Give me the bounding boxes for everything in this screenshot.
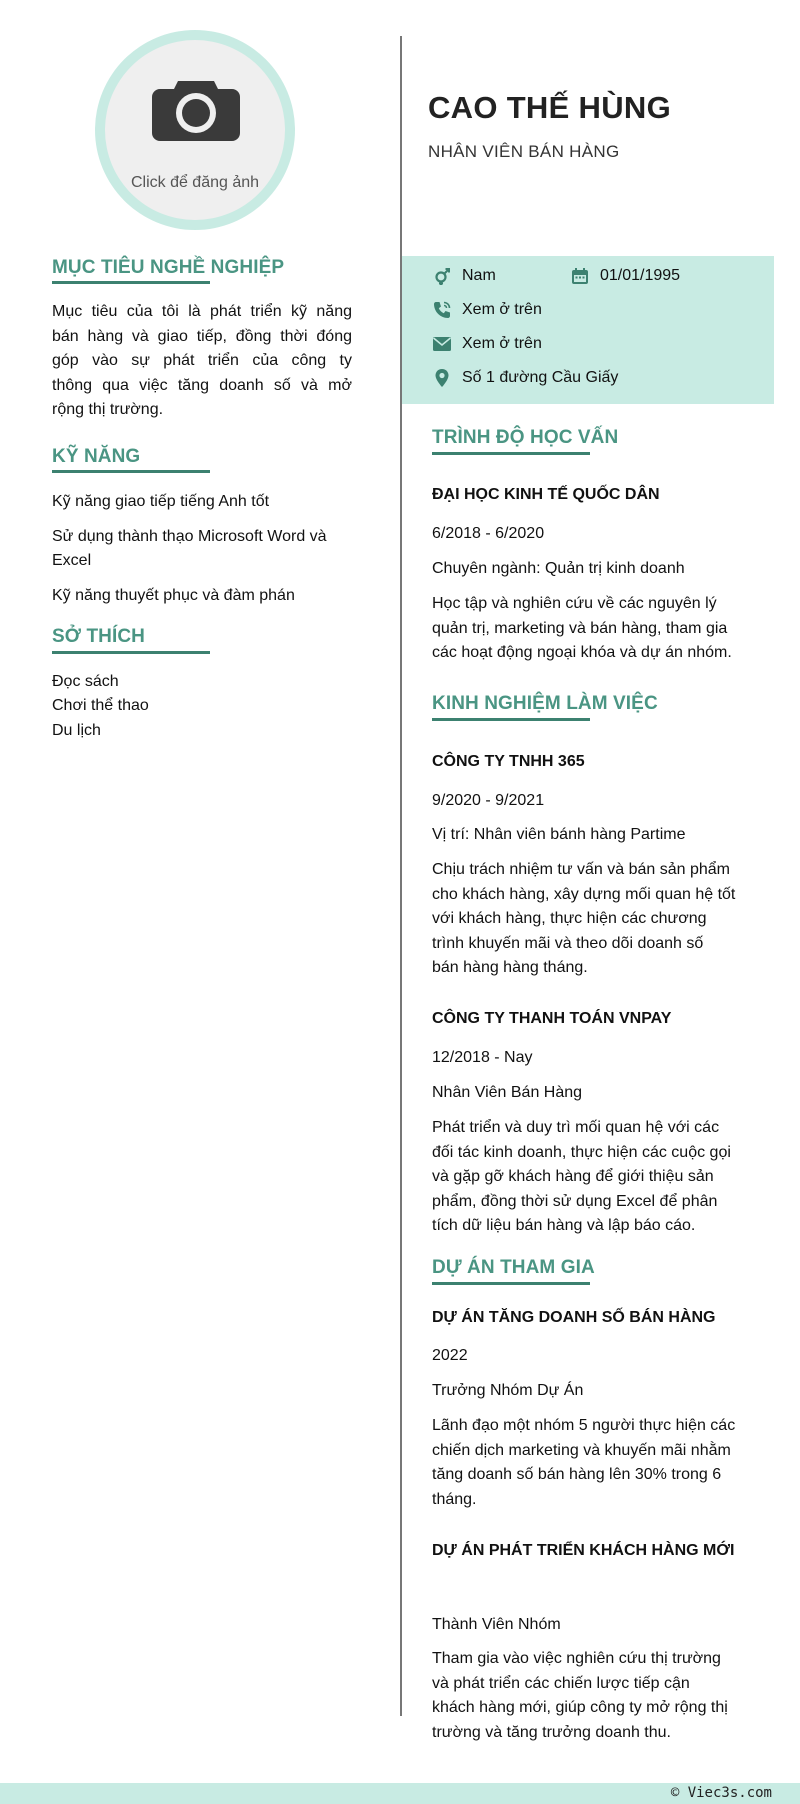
education-underline	[432, 452, 590, 455]
job-desc-line: bán hàng hàng tháng.	[432, 959, 588, 976]
candidate-name: CAO THẾ HÙNG	[428, 90, 671, 125]
job-description	[432, 1116, 731, 1239]
camera-icon	[152, 77, 240, 141]
experience-title: KINH NGHIỆM LÀM VIỆC	[432, 693, 658, 714]
phone-icon	[432, 300, 452, 320]
hobby-item: Du lịch	[52, 722, 101, 739]
education-period: 6/2018 - 6/2020	[432, 525, 545, 542]
job-position: Vị trí: Nhân viên bánh hàng Partime	[432, 826, 686, 843]
skill-item: Kỹ năng thuyết phục và đàm phán	[52, 587, 295, 604]
job-desc-line: trình khuyến mãi và theo dõi doanh số	[432, 934, 704, 952]
location-pin-icon	[432, 368, 452, 388]
education-desc-line: quản trị, marketing và bán hàng, tham gia	[432, 619, 728, 637]
avatar-upload[interactable]	[95, 30, 295, 230]
hobbies-underline	[52, 651, 210, 654]
hobby-item: Chơi thể thao	[52, 697, 149, 714]
skill-item: Sử dụng thành thạo Microsoft Word và	[52, 528, 327, 545]
project-desc-line: tháng.	[432, 1490, 477, 1508]
project-description	[432, 1647, 728, 1745]
projects-title: DỰ ÁN THAM GIA	[432, 1257, 595, 1278]
objective-underline	[52, 281, 210, 284]
job-desc-line: Chịu trách nhiệm tư vấn và bán sản phẩm	[432, 861, 730, 878]
address-row	[432, 368, 618, 388]
job-position: Nhân Viên Bán Hàng	[432, 1084, 583, 1101]
education-desc-line: các hoạt động ngoại khóa và dự án nhóm.	[432, 644, 732, 661]
job-desc-line: phẩm, đồng thời sử dụng Excel để phân	[432, 1192, 718, 1210]
project-desc-line: Tham gia vào việc nghiên cứu thị trường	[432, 1650, 721, 1667]
footer	[0, 1783, 800, 1804]
contact-box	[402, 256, 774, 404]
project-name: DỰ ÁN PHÁT TRIỂN KHÁCH HÀNG MỚI	[432, 1542, 735, 1559]
hobbies-title: SỞ THÍCH	[52, 626, 146, 647]
job-company: CÔNG TY THANH TOÁN VNPAY	[432, 1010, 672, 1027]
email-value: Xem ở trên	[462, 335, 542, 352]
objective-line: thông qua việc tăng doanh số và mở	[52, 376, 352, 394]
experience-underline	[432, 718, 590, 721]
project-desc-line: Lãnh đạo một nhóm 5 người thực hiện các	[432, 1417, 736, 1434]
project-desc-line: và phát triển các chiến lược tiếp cận	[432, 1674, 690, 1692]
objective-line: rộng thị trường.	[52, 401, 164, 418]
job-desc-line: với khách hàng, thực hiện các chương	[432, 910, 707, 927]
project-role: Trưởng Nhóm Dự Án	[432, 1382, 584, 1399]
job-desc-line: đối tác kinh doanh, thực hiện các cuộc gọi	[432, 1143, 731, 1161]
education-description	[432, 592, 732, 666]
education-major: Chuyên ngành: Quản trị kinh doanh	[432, 560, 685, 577]
phone-value: Xem ở trên	[462, 301, 542, 318]
project-desc-line: khách hàng mới, giúp công ty mở rộng thị	[432, 1699, 728, 1716]
avatar[interactable]	[105, 40, 285, 220]
skill-item: Excel	[52, 552, 92, 569]
job-desc-line: và gặp gỡ khách hàng để giới thiệu sản	[432, 1168, 714, 1185]
calendar-icon	[570, 266, 590, 286]
project-desc-line: tăng doanh số bán hàng lên 30% trong 6	[432, 1466, 722, 1483]
skills-title: KỸ NĂNG	[52, 446, 141, 467]
job-company: CÔNG TY TNHH 365	[432, 753, 585, 770]
skill-item: Kỹ năng giao tiếp tiếng Anh tốt	[52, 493, 270, 510]
birthday-row	[570, 266, 680, 286]
project-year: 2022	[432, 1347, 468, 1364]
email-row	[432, 334, 542, 354]
email-icon	[432, 334, 452, 354]
project-desc-line: trường và tăng trưởng doanh thu.	[432, 1723, 671, 1741]
job-desc-line: tích dữ liệu bán hàng và lập báo cáo.	[432, 1217, 696, 1234]
projects-underline	[432, 1282, 590, 1285]
address-value: Số 1 đường Cầu Giấy	[462, 369, 619, 386]
objective-line: bán hàng và giao tiếp, đồng thời đóng	[52, 327, 352, 345]
phone-row	[432, 300, 542, 320]
gender-row	[432, 266, 496, 286]
hobby-item: Đọc sách	[52, 673, 119, 690]
avatar-caption: Click để đăng ảnh	[130, 174, 260, 191]
project-description	[432, 1414, 735, 1512]
skills-underline	[52, 470, 210, 473]
education-desc-line: Học tập và nghiên cứu về các nguyên lý	[432, 595, 717, 612]
job-title: NHÂN VIÊN BÁN HÀNG	[428, 142, 620, 161]
job-description	[432, 858, 735, 981]
project-role: Thành Viên Nhóm	[432, 1616, 561, 1633]
job-period: 9/2020 - 9/2021	[432, 792, 545, 809]
objective-line: Mục tiêu của tôi là phát triển kỹ năng	[52, 303, 352, 320]
education-title: TRÌNH ĐỘ HỌC VẤN	[432, 427, 619, 448]
objective-title: MỤC TIÊU NGHỀ NGHIỆP	[52, 257, 285, 278]
project-name: DỰ ÁN TĂNG DOANH SỐ BÁN HÀNG	[432, 1309, 716, 1326]
job-period: 12/2018 - Nay	[432, 1049, 533, 1066]
job-desc-line: cho khách hàng, xây dựng mối quan hệ tốt	[432, 885, 736, 903]
footer-copyright: © Viec3s.com	[670, 1785, 772, 1801]
objective-text	[52, 300, 352, 423]
project-desc-line: chiến dịch marketing và khuyến mãi nhằm	[432, 1441, 731, 1459]
birthday-value: 01/01/1995	[600, 267, 681, 284]
gender-icon	[432, 266, 452, 286]
school-name: ĐẠI HỌC KINH TẾ QUỐC DÂN	[432, 486, 660, 503]
objective-line: góp vào sự phát triển của công ty	[52, 352, 352, 369]
job-desc-line: Phát triển và duy trì mối quan hệ với các	[432, 1119, 720, 1136]
gender-value: Nam	[462, 267, 496, 284]
